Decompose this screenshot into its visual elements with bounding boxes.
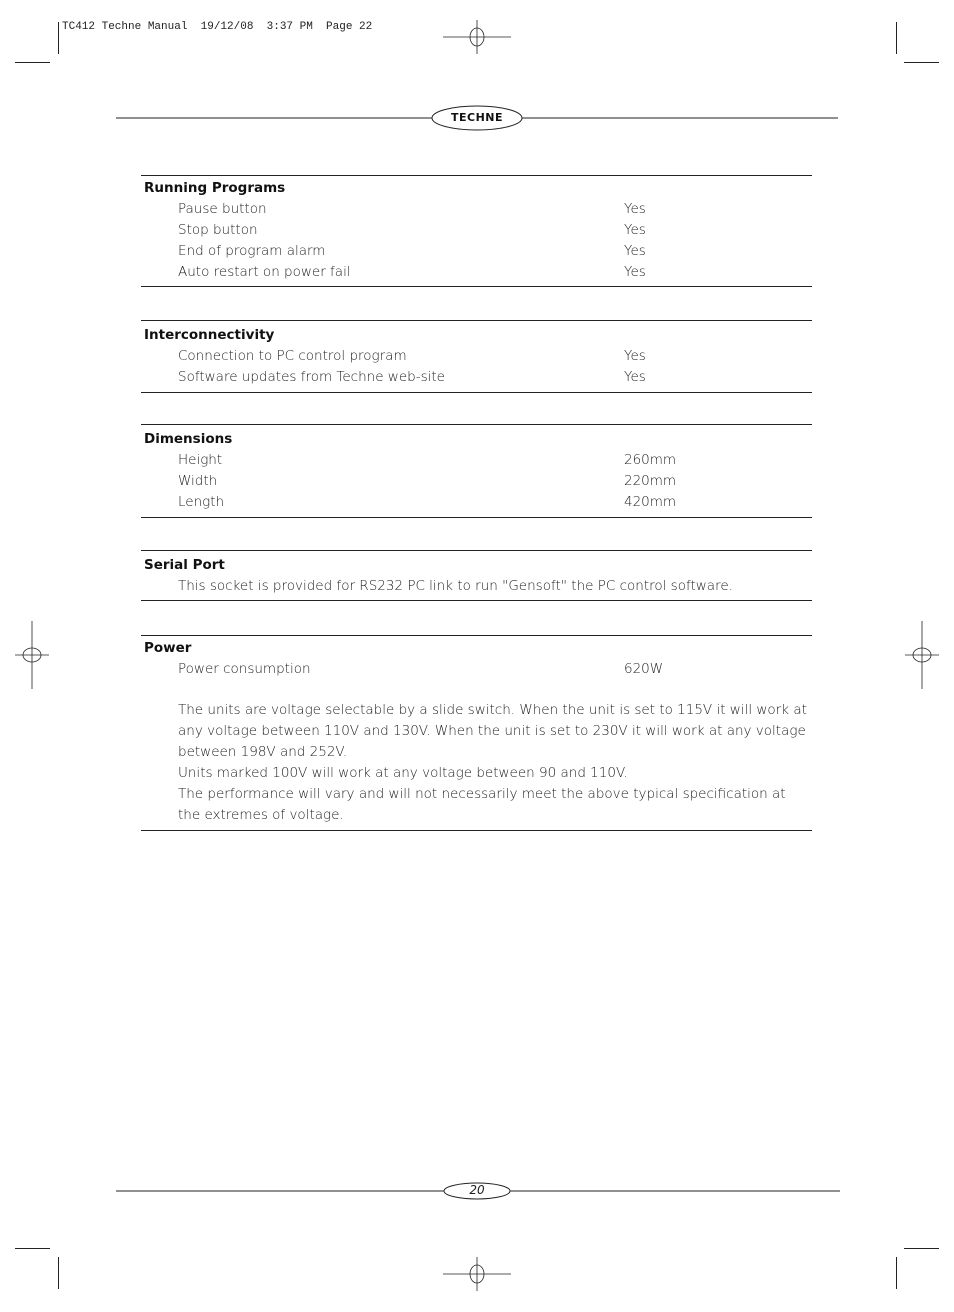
divider xyxy=(141,424,812,425)
row-label: Software updates from Techne web-site xyxy=(178,369,445,385)
section-title: Dimensions xyxy=(144,431,233,447)
row-value: Yes xyxy=(624,201,646,217)
divider xyxy=(141,600,812,601)
row-label: Auto restart on power fail xyxy=(178,264,351,280)
row-label: Length xyxy=(178,494,225,510)
divider xyxy=(141,517,812,518)
row-value: Yes xyxy=(624,264,646,280)
power-paragraph: Units marked 100V will work at any voltage between 90 and 110V. xyxy=(178,765,628,781)
section-title: Serial Port xyxy=(144,557,225,573)
section-title: Interconnectivity xyxy=(144,327,275,343)
row-label: Width xyxy=(178,473,218,489)
serial-port-text: This socket is provided for RS232 PC link to run "Gensoft" the PC control software. xyxy=(178,578,733,594)
row-value: 260mm xyxy=(624,452,677,468)
row-label: Power consumption xyxy=(178,661,311,677)
divider xyxy=(141,320,812,321)
power-paragraph: The performance will vary and will not necessarily meet the above typical specification at the extremes of voltage. xyxy=(178,786,786,823)
row-value: 420mm xyxy=(624,494,677,510)
divider xyxy=(141,830,812,831)
divider xyxy=(141,286,812,287)
row-label: Pause button xyxy=(178,201,267,217)
section-title: Power xyxy=(144,640,192,656)
divider xyxy=(141,175,812,176)
row-label: Height xyxy=(178,452,223,468)
divider xyxy=(141,392,812,393)
row-label: Stop button xyxy=(178,222,258,238)
power-paragraph: The units are voltage selectable by a slide switch. When the unit is set to 115V it will work at any voltage between 110V and 130V. When the unit is set to 230V it will work at any voltage between 198V and 252V. xyxy=(178,702,807,760)
row-value: Yes xyxy=(624,243,646,259)
divider xyxy=(141,635,812,636)
print-header: TC412 Techne Manual 19/12/08 3:37 PM Page 22 xyxy=(62,21,373,33)
row-value: Yes xyxy=(624,348,646,364)
row-value: 220mm xyxy=(624,473,677,489)
row-value: Yes xyxy=(624,222,646,238)
section-title: Running Programs xyxy=(144,180,286,196)
techne-logo: TECHNE xyxy=(450,111,504,124)
row-label: Connection to PC control program xyxy=(178,348,407,364)
row-value: 620W xyxy=(624,661,664,677)
row-value: Yes xyxy=(624,369,646,385)
divider xyxy=(141,550,812,551)
page-number: 20 xyxy=(469,1183,485,1197)
row-label: End of program alarm xyxy=(178,243,326,259)
